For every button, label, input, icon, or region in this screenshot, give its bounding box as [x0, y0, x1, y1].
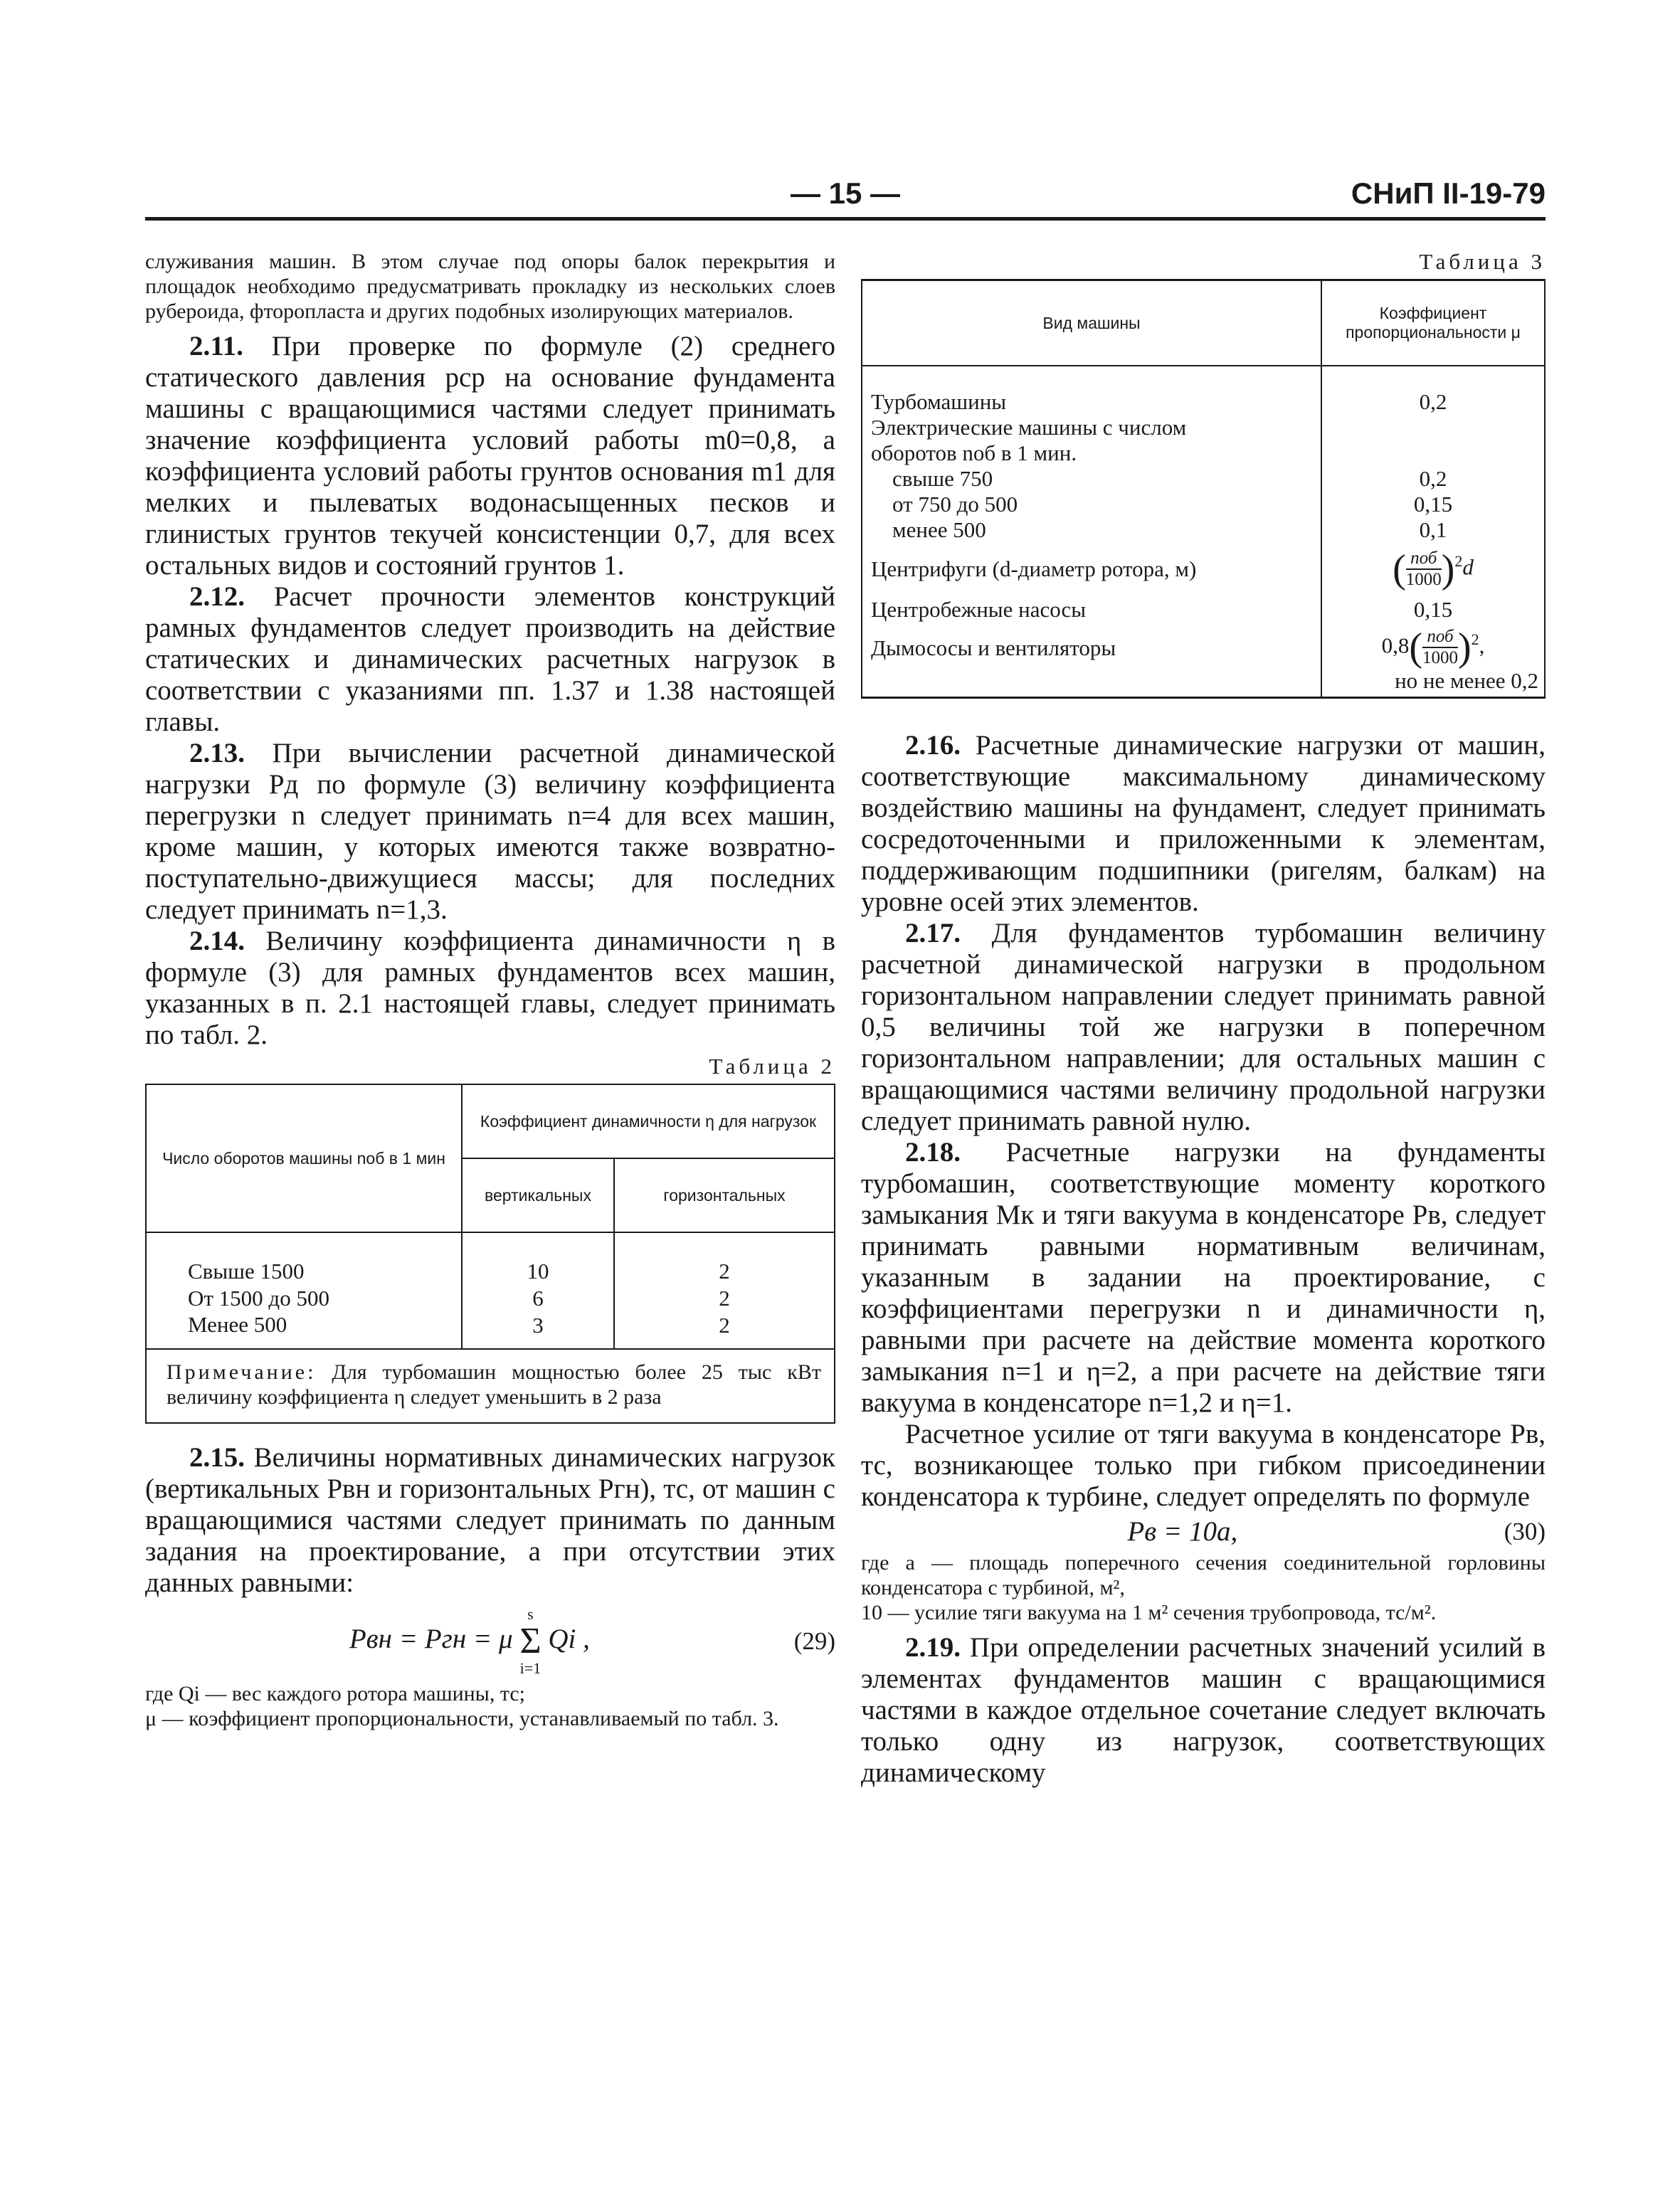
page-number: — 15 — — [790, 176, 901, 210]
table-row: Менее 500 3 2 — [146, 1312, 835, 1349]
table3-col2-header: Коэффициент пропорциональности μ — [1321, 280, 1545, 366]
paragraph-2-18: 2.18. Расчетные нагрузки на фундаменты турбомашин, соответствующие моменту короткого замыкания Mк и тяги вакуума в конденсаторе Pв, следует принимать равными нормативным величинам, указанным в задании на проектирование, с коэффициентами перегрузки n и динамичности η, равными при расчете на действие момента короткого замыкания n=1 и η=2, а при расчете на действие тяги вакуума в конденсаторе n=1,2 и η=1. — [861, 1137, 1546, 1419]
right-column — [861, 249, 1546, 1789]
table3-col1-header: Вид машины — [862, 280, 1321, 366]
table-row: Центробежные насосы 0,15 — [862, 590, 1545, 623]
formula-30: Pв = 10a, (30) — [1127, 1516, 1546, 1548]
where-10: 10 — усилие тяги вакуума на 1 м² сечения трубопровода, тс/м². — [861, 1601, 1437, 1625]
fans-formula: 0,8( $\frac{\text{nоб}}{1000}$ )$^2$, но не менее 0,2 — [1321, 623, 1545, 698]
table-row: Турбомашины 0,2 — [862, 366, 1545, 415]
where-a: где a — площадь поперечного сечения соединительной горловины конденсатора с турбиной, м², — [861, 1551, 1546, 1600]
paragraph-2-11: 2.11. При проверке по формуле (2) среднего статического давления pср на основание фундамента машины с вращающимися частями следует принимать значение коэффициента условий работы m0=0,8, а коэффициента условий работы грунтов основания m1 для мелких и пылеватых водонасыщенных песков и глинистых грунтов текучей консистенции 0,7, для всех остальных видов и состояний грунтов 1. — [145, 331, 835, 581]
where-q: где Qi — вес каждого ротора машины, тс; — [145, 1682, 525, 1705]
table2-col1-header: Число оборотов машины nоб в 1 мин — [146, 1084, 462, 1232]
paragraph-2-17: 2.17. Для фундаментов турбомашин величину расчетной динамической нагрузки в продольном горизонтальном направлении следует принимать равной 0,5 величины той же нагрузки в поперечном горизонтальном направлении; для остальных машин с вращающимися частями величину продольной нагрузки следует принимать равной нулю. — [861, 918, 1546, 1137]
table-row: от 750 до 500 0,15 — [862, 492, 1545, 517]
paragraph-2-18-cont: Расчетное усилие от тяги вакуума в конденсаторе Pв, тс, возникающее только при гибком присоединении конденсатора к турбине, следует определять по формуле — [861, 1419, 1546, 1513]
header-rule — [145, 217, 1546, 221]
document-code: СНиП II-19-79 — [1351, 176, 1546, 210]
table-row: Электрические машины с числом — [862, 415, 1545, 440]
table-row: Свыше 1500 10 2 — [146, 1232, 835, 1285]
table2-caption: Таблица 2 — [709, 1054, 835, 1079]
where-mu: μ — коэффициент пропорциональности, устанавливаемый по табл. 3. — [145, 1707, 779, 1730]
formula29-rhs: Qi , — [548, 1623, 590, 1654]
table-row: Центрифуги (d-диаметр ротора, м) ( $\frac{\text{nоб}}{1000}$ )$^2$d — [862, 543, 1545, 590]
paragraph-2-19: 2.19. При определении расчетных значений усилий в элементах фундаментов машин с вращающимися частями в каждое отдельное сочетание следует включать только одну из нагрузок, соответствующих динамическому — [861, 1632, 1546, 1789]
left-column — [145, 249, 835, 1731]
table-row: От 1500 до 500 6 2 — [146, 1285, 835, 1312]
paragraph-2-12: 2.12. Расчет прочности элементов конструкций рамных фундаментов следует производить на действие статических и динамических расчетных нагрузок в соответствии с указаниями пп. 1.37 и 1.38 настоящей главы. — [145, 581, 835, 737]
table2-col2-header: вертикальных — [462, 1158, 614, 1232]
table2-note: Примечание: Для турбомашин мощностью более 25 тыс кВт величину коэффициента η следует уменьшить в 2 раза — [146, 1349, 835, 1423]
page-header — [145, 176, 1546, 219]
intro-paragraph: служивания машин. В этом случае под опоры балок перекрытия и площадок необходимо предусматривать прокладку из нескольких слоев рубероида, фторопласта и других подобных изолирующих материалов. — [145, 250, 835, 323]
table-row: свыше 750 0,2 — [862, 466, 1545, 492]
paragraph-2-15: 2.15. Величины нормативных динамических нагрузок (вертикальных Pвн и горизонтальных Pгн), тс, от машин с вращающимися частями следует принимать по данным задания на проектирование, а при отсутствии этих данных равными: — [145, 1442, 835, 1598]
centrifuge-formula: ( $\frac{\text{nоб}}{1000}$ )$^2$d — [1321, 543, 1545, 590]
table-row: Дымососы и вентиляторы 0,8( $\frac{\text{nоб}}{1000}$ )$^2$, но не менее 0,2 — [862, 623, 1545, 698]
paragraph-2-14: 2.14. Величину коэффициента динамичности η в формуле (3) для рамных фундаментов всех машин, указанных в п. 2.1 настоящей главы, следует принимать по табл. 2. — [145, 926, 835, 1050]
table-row: менее 500 0,1 — [862, 517, 1545, 543]
sum-sign: s Σ i=1 — [519, 1605, 541, 1677]
formula29-lhs: Pвн = Pгн = μ — [349, 1623, 513, 1654]
formula-29 — [145, 1606, 835, 1677]
formula29-number: (29) — [793, 1627, 835, 1655]
table3-caption: Таблица 3 — [1419, 249, 1546, 274]
table2 — [145, 1084, 835, 1424]
paragraph-2-13: 2.13. При вычислении расчетной динамической нагрузки Pд по формуле (3) величину коэффициента перегрузки n следует принимать n=4 для всех машин, кроме машин, у которых имеются также возвратно-поступательно-движущиеся массы; для последних следует принимать n=1,3. — [145, 738, 835, 925]
paragraph-2-16: 2.16. Расчетные динамические нагрузки от машин, соответствующие максимальному динамическому воздействию машины на фундамент, следует принимать сосредоточенными и приложенными к элементам, поддерживающим подшипники (ригелям, балкам) на уровне осей этих элементов. — [861, 730, 1546, 918]
table2-col3-header: горизонтальных — [614, 1158, 835, 1232]
table2-group-header: Коэффициент динамичности η для нагрузок — [462, 1084, 835, 1158]
table-row: оборотов nоб в 1 мин. — [862, 440, 1545, 466]
table3 — [861, 279, 1546, 699]
